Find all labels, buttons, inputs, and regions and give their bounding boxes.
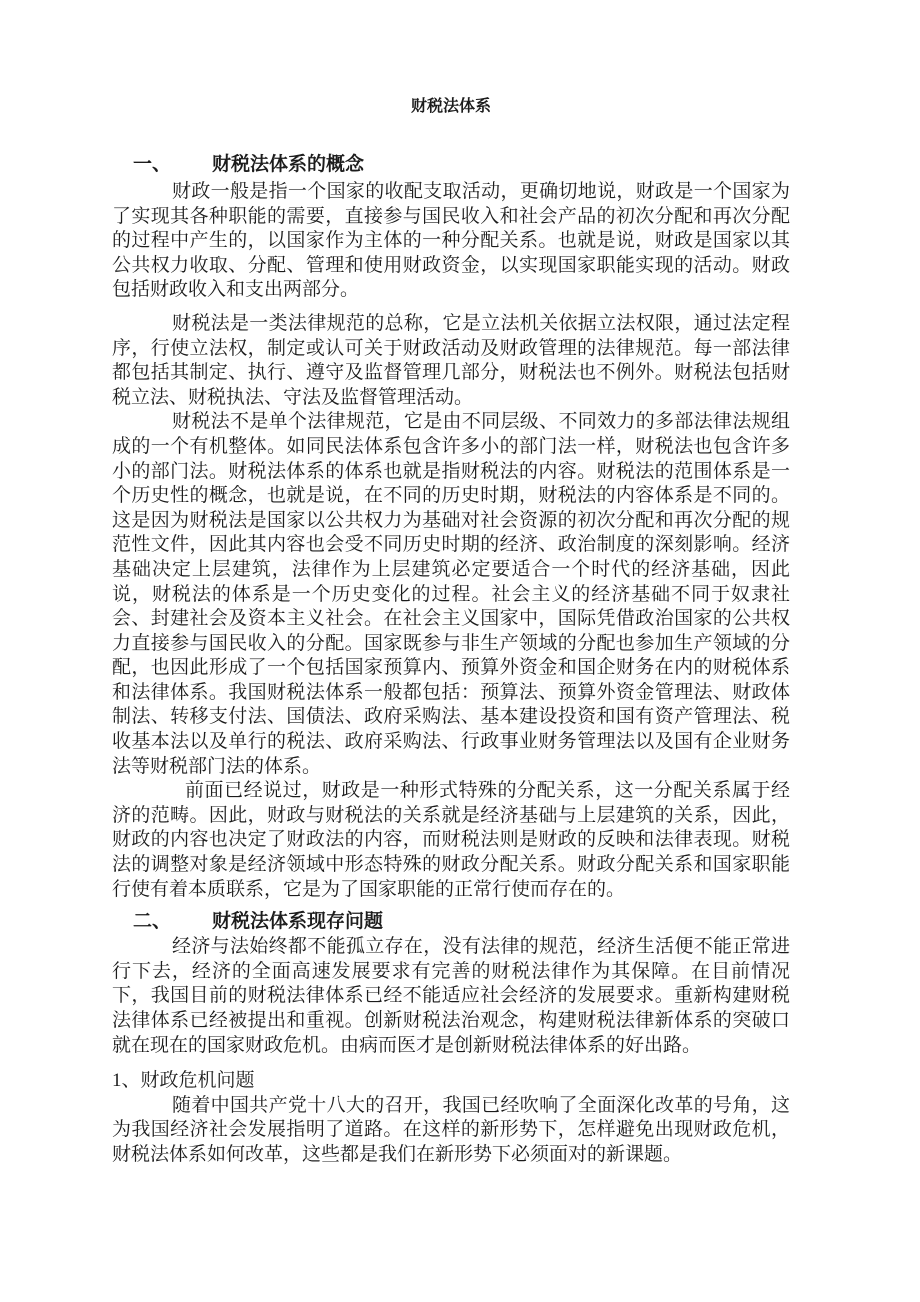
body-paragraph: 财税法是一类法律规范的总称，它是立法机关依据立法权限，通过法定程序，行使立法权，制定或认可关于财政活动及财政管理的法律规范。每一部法律都包括其制定、执行、遵守及监督管理几部分，财税法也不例外。财税法包括财税立法、财税执法、守法及监督管理活动。	[112, 312, 790, 408]
body-paragraph: 随着中国共产党十八大的召开，我国已经吹响了全面深化改革的号角，这为我国经济社会发展指明了道路。在这样的新形势下，怎样避免出现财政危机，财税法体系如何改革，这些都是我们在新形势下必须面对的新课题。	[112, 1094, 790, 1165]
section-heading-2	[112, 909, 790, 935]
section-heading-text: 财税法体系现存问题	[212, 911, 384, 933]
document-title: 财税法体系	[410, 98, 491, 115]
body-paragraph: 财政一般是指一个国家的收配支取活动，更确切地说，财政是一个国家为了实现其各种职能的需要，直接参与国民收入和社会产品的初次分配和再次分配的过程中产生的，以国家作为主体的一种分配关系。也就是说，财政是国家以其公共权力收取、分配、管理和使用财政资金，以实现国家职能实现的活动。财政包括财政收入和支出两部分。	[112, 181, 790, 301]
document-content	[112, 96, 790, 1168]
section-number: 二、	[133, 911, 172, 933]
section-heading-1	[112, 152, 790, 178]
section-number: 一、	[133, 154, 172, 175]
section-heading-text: 财税法体系的概念	[212, 154, 365, 175]
body-paragraph: 经济与法始终都不能孤立存在，没有法律的规范，经济生活便不能正常进行下去，经济的全面高速发展要求有完善的财税法律作为其保障。在目前情况下，我国目前的财税法律体系已经不能适应社会经济的发展要求。重新构建财税法律体系已经被提出和重视。创新财税法治观念，构建财税法律新体系的突破口就在现在的国家财政危机。由病而医才是创新财税法律体系的好出路。	[112, 936, 790, 1056]
body-paragraph: 财税法不是单个法律规范，它是由不同层级、不同效力的多部法律法规组成的一个有机整体。如同民法体系包含许多小的部门法一样，财税法也包含许多小的部门法。财税法体系的体系也就是指财税法的内容。财税法的范围体系是一个历史性的概念，也就是说，在不同的历史时期，财税法的内容体系是不同的。这是因为财税法是国家以公共权力为基础对社会资源的初次分配和再次分配的规范性文件，因此其内容也会受不同历史时期的经济、政治制度的深刻影响。经济基础决定上层建筑，法律作为上层建筑必定要适合一个时代的经济基础，因此说，财税法的体系是一个历史变化的过程。社会主义的经济基础不同于奴隶社会、封建社会及资本主义社会。在社会主义国家中，国际凭借政治国家的公共权力直接参与国民收入的分配。国家既参与非生产领域的分配也参加生产领域的分配，也因此形成了一个包括国家预算内、预算外资金和国企财务在内的财税体系和法律体系。我国财税法体系一般都包括：预算法、预算外资金管理法、财政体制法、转移支付法、国债法、政府采购法、基本建设投资和国有资产管理法、税收基本法以及单行的税法、政府采购法、行政事业财务管理法以及国有企业财务法等财税部门法的体系。	[112, 411, 790, 777]
subsection-heading: 1、财政危机问题	[112, 1070, 255, 1092]
body-paragraph: 前面已经说过，财政是一种形式特殊的分配关系，这一分配关系属于经济的范畴。因此，财政与财税法的关系就是经济基础与上层建筑的关系，因此，财政的内容也决定了财政法的内容，而财税法则是财政的反映和法律表现。财税法的调整对象是经济领域中形态特殊的财政分配关系。财政分配关系和国家职能行使有着本质联系，它是为了国家职能的正常行使而存在的。	[112, 780, 790, 900]
